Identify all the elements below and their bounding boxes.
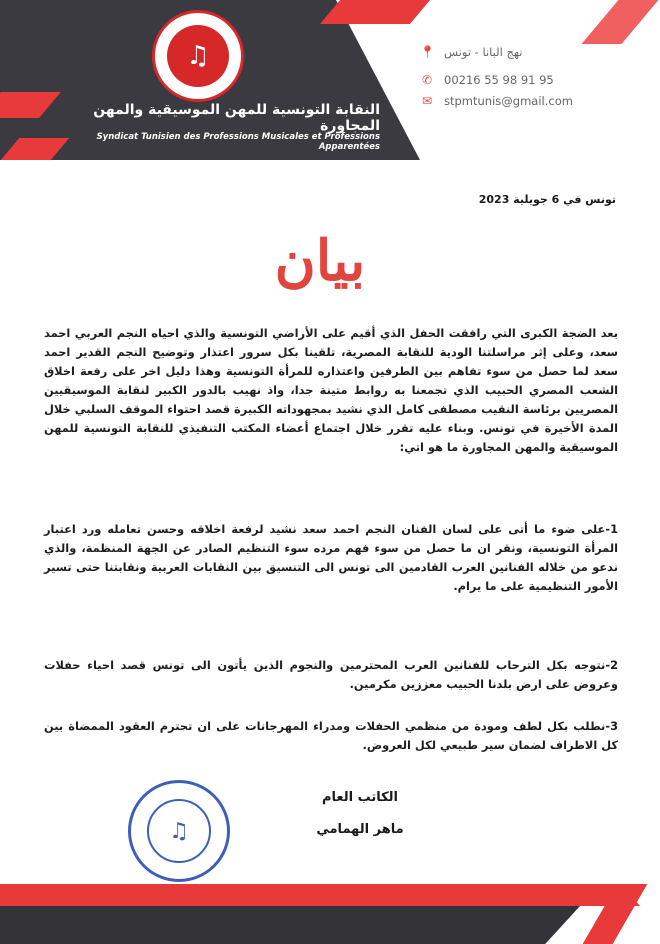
intro-paragraph: بعد الضجة الكبرى التي رافقت الحفل الذي أقيم على الأراضي التونسية والذي احياه النجم العربي احمد سعد، وعلى إثر مراسلتنا الودية للنقابة المصرية، تلقينا بكل سرور اعتذار وتوضيح النجم القدير احمد سعد لما حصل من سوء تفاهم بين الطرفين واعتذاره للمرأة التونسية وهذا دليل اخر على رفعة اخلاق الشعب المصري الحبيب الذي تجمعنا به روابط متينة جدا، واذ نهيب بالدور الكبير لنقابة الموسيقيين المصريين برئاسة النقيب مصطفى كامل الذي نشيد بمجهوداته الكبيرة قصد احتواء الموقف السلبي خلال المدة الأخيرة في تونس. وبناء عليه تقرر خلال اجتماع أعضاء المكتب التنفيذي للنقابة التونسية للمهن الموسيقية والمهن المجاورة ما هو اتي:: [44, 326, 618, 454]
contact-address: [420, 42, 590, 62]
envelope-icon: ✉: [421, 94, 433, 108]
document-date: تونس في 6 جويلية 2023: [478, 193, 616, 206]
header-red-corner: [582, 0, 659, 44]
header-red-stripe: [320, 0, 430, 24]
address-text: نهج البانا - تونس: [444, 45, 523, 59]
org-name-arabic: النقابة التونسية للمهن الموسيقية والمهن المجاورة: [93, 102, 380, 134]
stamp-emblem-icon: ♫: [147, 799, 211, 863]
footer-red-band: [0, 884, 640, 906]
email-text[interactable]: stpmtunis@gmail.com: [444, 94, 573, 108]
point-2-paragraph: 2-نتوجه بكل الترحاب للفنانين العرب المحترمين والنجوم الذين يأتون الى تونس قصد احياء حفلات وعروض على ارض بلدنا الحبيب معززين مكرمين.: [44, 658, 618, 691]
music-note-icon: ♫: [167, 25, 229, 87]
point-3-paragraph: 3-نطلب بكل لطف ومودة من منظمي الحفلات ومدراء المهرجانات على ان تحترم العقود الممضاة بين كل الاطراف لضمان سير طبيعي لكل العروض.: [44, 719, 618, 752]
org-name-french: Syndicat Tunisien des Professions Musicales et Professions Apparentées: [96, 132, 380, 152]
document-title: بيان: [274, 228, 366, 294]
contact-email[interactable]: [420, 91, 590, 111]
signatory-title: الكاتب العام: [321, 790, 399, 805]
location-pin-icon: 📍: [420, 45, 435, 59]
official-stamp: [128, 780, 230, 882]
contact-phone: [420, 70, 590, 90]
union-logo: [152, 10, 244, 102]
signatory-name: ماهر الهمامي: [316, 822, 404, 837]
footer-dark-band: [0, 906, 580, 944]
phone-text: 00216 55 98 91 95: [444, 73, 554, 87]
point-1-paragraph: 1-على ضوء ما أتى على لسان الفنان النجم احمد سعد نشيد لرفعة اخلاقه وحسن تعامله ورد اعتبار المرأة التونسية، ونقر ان ما حصل من سوء فهم مرده سوء التنظيم الصادر عن الجهة المنظمة، والذي ندعو من خلاله الفنانين العرب القادمين الى تونس الى التنسيق بين النقابات العربية ونقابتنا حتى تسير الأمور التنظيمية على ما يرام.: [44, 522, 618, 593]
phone-icon: ✆: [421, 73, 433, 87]
